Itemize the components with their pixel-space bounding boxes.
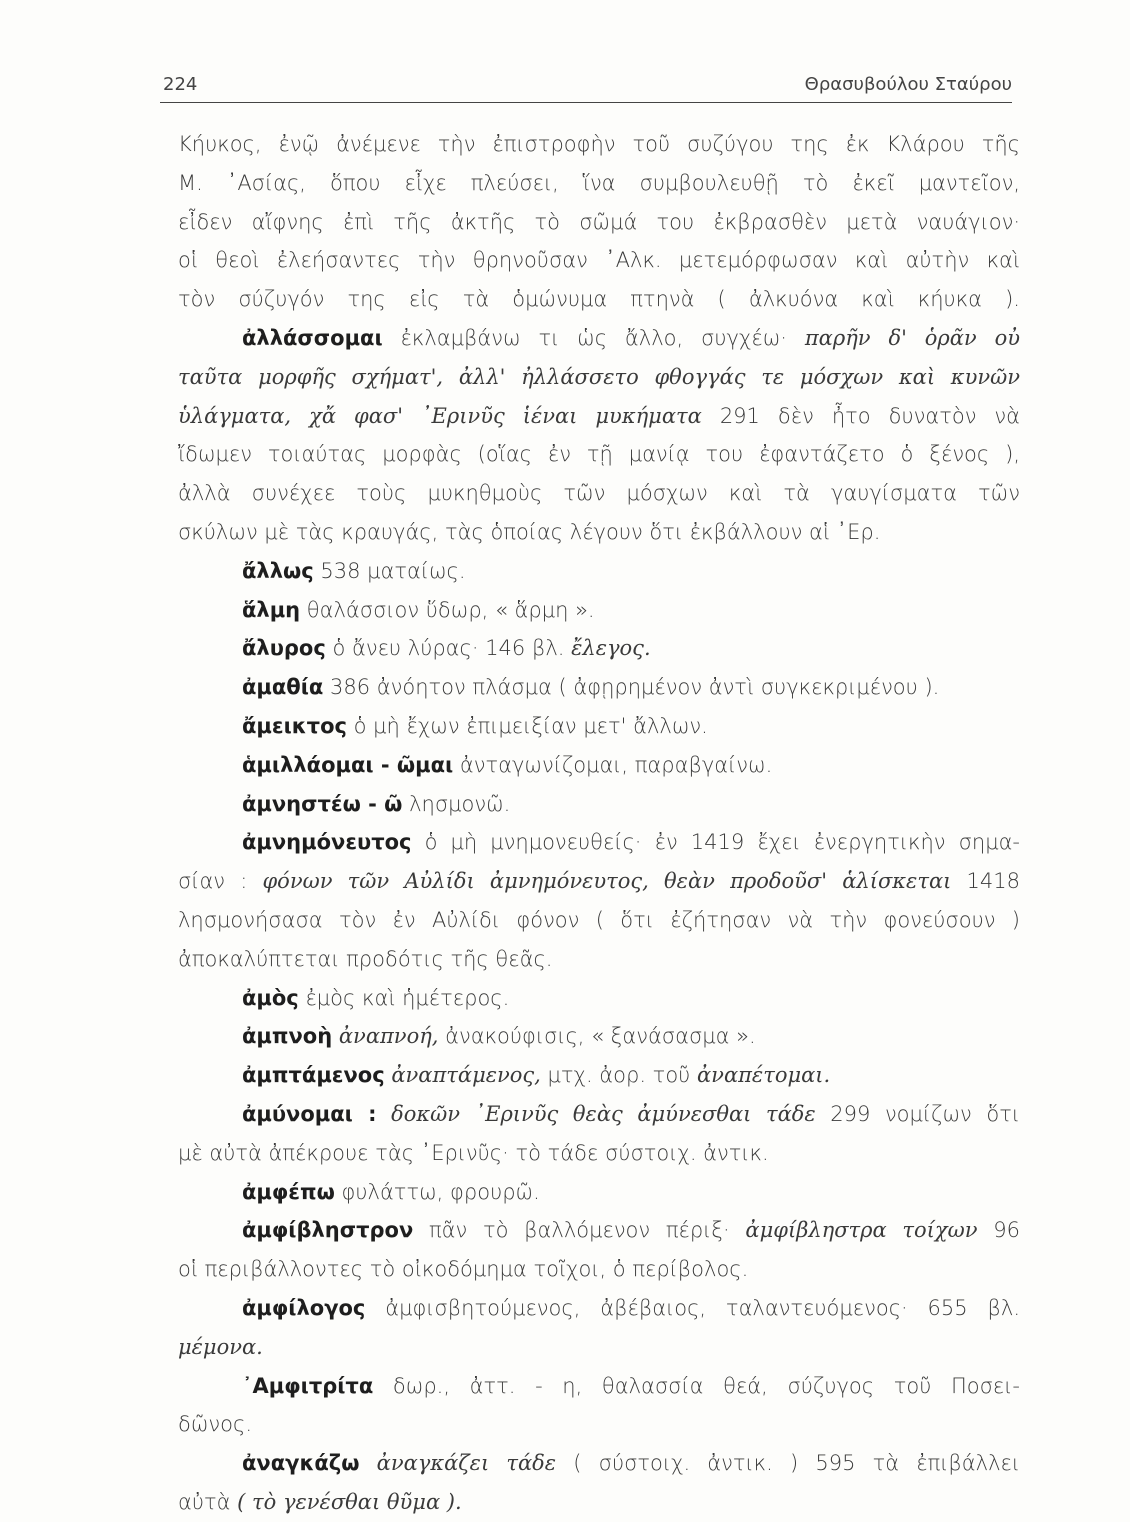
text-segment: ἀνταγωνίζομαι, παραβγαίνω. — [453, 752, 773, 777]
text-line — [178, 940, 1020, 979]
text-segment: ἀνακούφισις, « ξανάσασμα ». — [438, 1024, 756, 1049]
entry-line — [178, 591, 1020, 630]
text-segment: οἱ θεοὶ ἐλεήσαντες τὴν θρηνοῦσαν ᾿Αλκ. μετεμόρφωσαν καὶ αὐτὴν καὶ — [178, 248, 1020, 273]
headword: ἀμύνομαι : — [242, 1101, 377, 1126]
text-segment: τὸν σύζυγόν της εἰς τὰ ὁμώνυμα πτηνὰ ( ἀλκυόνα καὶ κήυκα ). — [178, 287, 1020, 312]
text-segment: σκύλων μὲ τὰς κραυγάς, τὰς ὁποίας λέγουν ὅτι ἐκβάλλουν αἱ ᾿Ερ. — [178, 519, 881, 544]
entry-line — [178, 629, 1020, 668]
text-segment: ἀμφισβητούμενος, ἀβέβαιος, ταλαντευόμενος· 655 βλ. — [365, 1295, 1020, 1320]
quotation: μέμονα. — [178, 1334, 263, 1359]
text-segment: 1418 — [951, 869, 1020, 894]
text-segment: θαλάσσιον ὕδωρ, « ἅρμη ». — [300, 597, 595, 622]
text-segment: μτχ. ἀορ. τοῦ — [540, 1063, 697, 1088]
quotation: ἀναγκάζει τάδε — [376, 1451, 557, 1476]
entry-line — [178, 707, 1020, 746]
headword: ἀμφίβληστρον — [242, 1218, 414, 1243]
entry-line — [178, 1444, 1020, 1483]
quotation: φόνων τῶν Αὐλίδι ἀμνημόνευτος, θεὰν προδοῦσ' ἁλίσκεται — [262, 869, 952, 894]
entry-line — [178, 668, 1020, 707]
text-segment: ὁ ἄνευ λύρας· 146 βλ. — [325, 636, 572, 661]
text-segment — [359, 1451, 376, 1475]
entry-line — [178, 1017, 1020, 1056]
text-segment: εἶδεν αἴφνης ἐπὶ τῆς ἀκτῆς τὸ σῶμά του ἐκβρασθὲν μετὰ ναυάγιον· — [178, 209, 1020, 234]
text-segment: φυλάττω, φρουρῶ. — [334, 1179, 540, 1204]
text-line — [178, 280, 1020, 319]
text-segment: ὁ μὴ μνημονευθείς· ἐν 1419 ἔχει ἐνεργητικὴν σημα- — [411, 830, 1020, 855]
entry-line — [178, 319, 1020, 358]
quotation: ἀναπέτομαι. — [697, 1063, 831, 1088]
text-segment: ἀποκαλύπτεται προδότις τῆς θεᾶς. — [178, 946, 553, 971]
entry-line — [178, 785, 1020, 824]
text-segment: 299 νομίζων ὅτι — [815, 1101, 1020, 1126]
quotation: δοκῶν ᾿Ερινῦς θεὰς ἀμύνεσθαι τάδε — [391, 1101, 816, 1126]
headword: ἀμπτάμενος — [242, 1063, 385, 1088]
quotation: ταῦτα μορφῆς σχήματ', ἀλλ' ἠλλάσσετο φθογγάς τε μόσχων καὶ κυνῶν — [178, 364, 1020, 389]
glossary-text — [178, 125, 1020, 1522]
text-line — [178, 1250, 1020, 1289]
text-line — [178, 241, 1020, 280]
text-segment: μὲ αὐτὰ ἀπέκρουε τὰς ᾿Ερινῦς· τὸ τάδε σύστοιχ. ἀντικ. — [178, 1140, 769, 1165]
entry-line — [178, 1211, 1020, 1250]
text-line — [178, 1483, 1020, 1522]
headword: ἅλμη — [242, 597, 301, 622]
text-line — [178, 358, 1020, 397]
text-segment: οἱ περιβάλλοντες τὸ οἰκοδόμημα τοῖχοι, ὁ περίβολος. — [178, 1257, 749, 1282]
text-line — [178, 1405, 1020, 1444]
text-segment: δωρ., ἀττ. - η, θαλασσία θεά, σύζυγος τοῦ Ποσει- — [373, 1373, 1020, 1398]
text-segment: ( σύστοιχ. ἀντικ. ) 595 τὰ ἐπιβάλλει — [556, 1451, 1020, 1476]
entry-line — [178, 1367, 1020, 1406]
text-segment: αὐτὰ — [178, 1489, 238, 1514]
quotation: παρῆν δ' ὁρᾶν οὐ — [804, 325, 1020, 350]
text-line — [178, 1328, 1020, 1367]
text-segment: 538 ματαίως. — [313, 558, 466, 583]
page-number: 224 — [163, 74, 198, 95]
headword: ἁμιλλάομαι - ῶμαι — [242, 752, 454, 777]
text-segment: Μ. ᾿Ασίας, ὅπου εἶχε πλεύσει, ἵνα συμβουλευθῇ τὸ ἐκεῖ μαντεῖον, — [178, 170, 1020, 195]
headword: ᾿Αμφιτρίτα — [242, 1373, 374, 1398]
text-segment — [376, 1102, 391, 1126]
entry-line — [178, 746, 1020, 785]
text-line — [178, 164, 1020, 203]
entry-line — [178, 823, 1020, 862]
entry-line — [178, 552, 1020, 591]
headword: ἀμφίλογος — [242, 1295, 366, 1320]
text-segment: σίαν : — [178, 869, 263, 894]
entry-line — [178, 979, 1020, 1018]
entry-line — [178, 1095, 1020, 1134]
headword: ἀμαθία — [242, 675, 324, 700]
headword: ἀμφέπω — [242, 1179, 335, 1204]
text-segment: 386 ἀνόητον πλάσμα ( ἀφῃρημένον ἀντὶ συγκεκριμένου ). — [323, 675, 940, 700]
text-line — [178, 862, 1020, 901]
running-header — [160, 68, 1012, 103]
text-line — [178, 474, 1020, 513]
quotation: ὑλάγματα, χἄ φασ' ᾿Ερινῦς ἱέναι μυκήματα — [178, 403, 702, 428]
text-segment: λησμονήσασα τὸν ἐν Αὐλίδι φόνον ( ὅτι ἐζήτησαν νὰ τὴν φονεύσουν ) — [178, 907, 1020, 932]
headword: ἀμπνοὴ — [242, 1024, 333, 1049]
entry-line — [178, 1173, 1020, 1212]
entry-line — [178, 1056, 1020, 1095]
quotation: ἀναπτάμενος, — [391, 1063, 541, 1088]
text-line — [178, 397, 1020, 436]
text-segment: Κήυκος, ἐνῷ ἀνέμενε τὴν ἐπιστροφὴν τοῦ συζύγου της ἐκ Κλάρου τῆς — [178, 132, 1020, 156]
text-segment — [332, 1024, 339, 1048]
headword: ἀναγκάζω — [242, 1451, 360, 1476]
text-segment: ἐμὸς καὶ ἡμέτερος. — [298, 985, 510, 1010]
quotation: ἔλεγος. — [571, 636, 651, 661]
text-line — [178, 901, 1020, 940]
text-segment: δῶνος. — [178, 1412, 253, 1437]
entry-line — [178, 1289, 1020, 1328]
headword: ἀμνηστέω - ῶ — [242, 791, 403, 816]
text-segment: ὁ μὴ ἔχων ἐπιμειξίαν μετ' ἄλλων. — [346, 713, 708, 738]
quotation: ἀναπνοή, — [338, 1024, 439, 1049]
text-line — [178, 435, 1020, 474]
text-segment: λησμονῶ. — [402, 791, 511, 816]
text-line — [178, 125, 1020, 164]
text-line — [178, 513, 1020, 552]
text-line — [178, 203, 1020, 242]
headword: ἄλυρος — [242, 636, 326, 661]
quotation: ( τὸ γενέσθαι θῦμα ). — [237, 1489, 462, 1514]
headword: ἀμὸς — [242, 985, 299, 1010]
text-segment: πᾶν τὸ βαλλόμενον πέριξ· — [413, 1218, 746, 1243]
quotation: ἀμφίβληστρα τοίχων — [745, 1218, 978, 1243]
headword: ἄμεικτος — [242, 713, 347, 738]
text-segment: ἴδωμεν τοιαύτας μορφὰς (οἵας ἐν τῇ μανίᾳ του ἐφαντάζετο ὁ ξένος ), — [178, 442, 1020, 467]
text-segment: ἀλλὰ συνέχεε τοὺς μυκηθμοὺς τῶν μόσχων καὶ τὰ γαυγίσματα τῶν — [178, 481, 1020, 506]
text-segment: 96 — [977, 1218, 1020, 1243]
headword: ἀμνημόνευτος — [242, 830, 412, 855]
headword: ἀλλάσσομαι — [242, 325, 383, 350]
running-title: Θρασυβούλου Σταύρου — [804, 74, 1012, 95]
headword: ἄλλως — [242, 558, 314, 583]
text-segment: 291 δὲν ἦτο δυνατὸν νὰ — [701, 403, 1021, 428]
text-segment: ἐκλαμβάνω τι ὡς ἄλλο, συγχέω· — [382, 325, 805, 350]
text-line — [178, 1134, 1020, 1173]
